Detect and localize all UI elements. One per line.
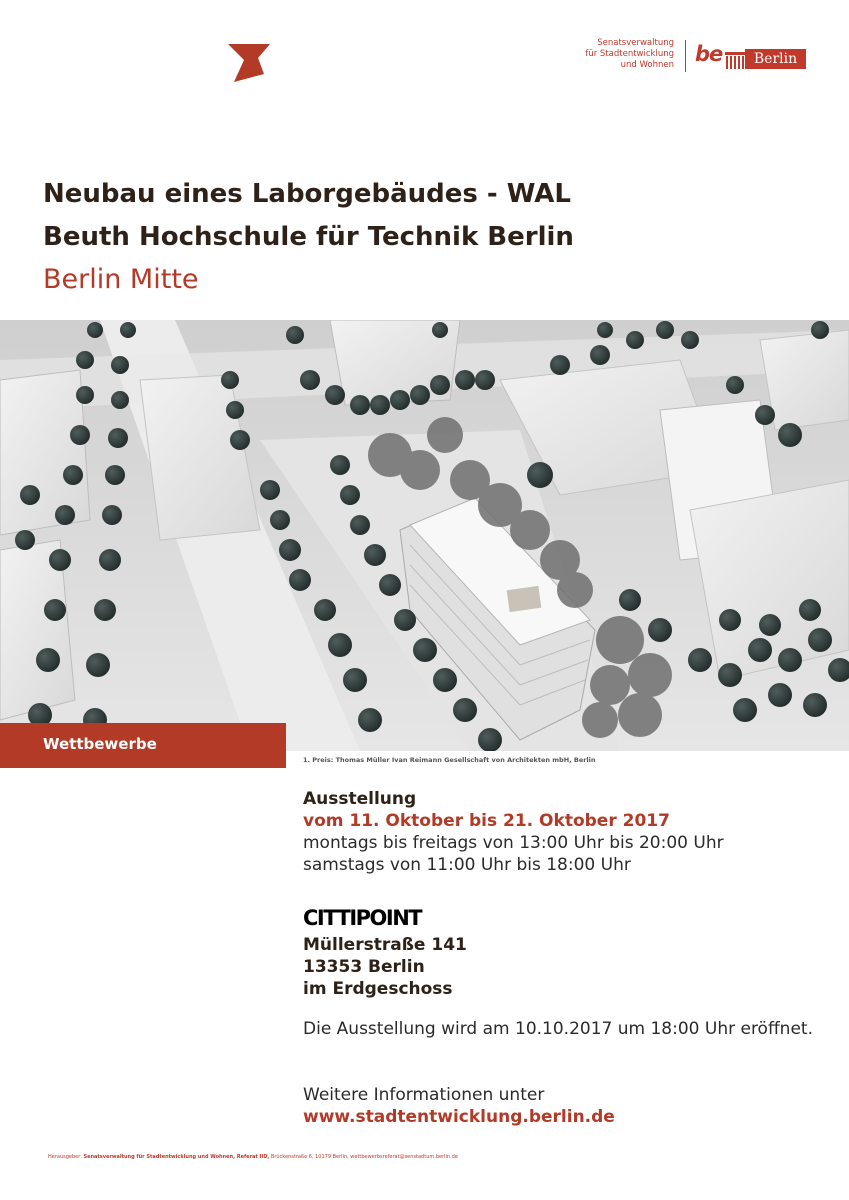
venue-address xyxy=(303,934,467,1000)
venue-street: Müllerstraße 141 xyxy=(303,935,467,955)
berlin-logo-box: Berlin xyxy=(745,49,806,69)
sen-line-3: und Wohnen xyxy=(620,60,674,70)
publisher-footer xyxy=(48,1154,458,1160)
be-berlin-logo xyxy=(695,44,807,74)
hours-weekdays: montags bis freitags von 13:00 Uhr bis 20:00 Uhr xyxy=(303,833,724,853)
more-info-label: Weitere Informationen unter xyxy=(303,1085,545,1105)
senatsverwaltung-text xyxy=(560,38,674,71)
sen-line-1: Senatsverwaltung xyxy=(597,38,674,48)
venue-city: 13353 Berlin xyxy=(303,957,425,977)
competition-badge xyxy=(0,723,286,768)
logo-divider xyxy=(685,40,686,72)
title-line-1: Neubau eines Laborgebäudes - WAL xyxy=(43,179,571,209)
architecture-model-photo xyxy=(0,320,849,751)
footer-address: Brückenstraße 6, 10179 Berlin, wettbewerbsreferat@senstadtum.berlin.de xyxy=(270,1154,458,1160)
exhibition-dates: vom 11. Oktober bis 21. Oktober 2017 xyxy=(303,811,670,831)
venue-logo xyxy=(303,907,421,929)
exhibition-heading: Ausstellung xyxy=(303,789,417,809)
exhibition-info xyxy=(303,788,823,876)
sen-line-2: für Stadtentwicklung xyxy=(585,49,674,59)
more-info-link[interactable]: www.stadtentwicklung.berlin.de xyxy=(303,1107,615,1127)
more-info xyxy=(303,1084,615,1128)
cittipoint-logo: CITTIPOINT xyxy=(303,906,422,930)
title-location: Berlin Mitte xyxy=(43,264,199,295)
brandenburg-gate-icon xyxy=(725,52,745,70)
be-logo-text: be xyxy=(695,42,723,66)
title-line-2: Beuth Hochschule für Technik Berlin xyxy=(43,222,574,252)
competition-badge-label: Wettbewerbe xyxy=(43,735,157,753)
image-caption: 1. Preis: Thomas Müller Ivan Reimann Gesellschaft von Architekten mbH, Berlin xyxy=(303,756,596,764)
footer-prefix: Herausgeber: xyxy=(48,1154,82,1160)
venue-floor: im Erdgeschoss xyxy=(303,979,453,999)
poster-title xyxy=(43,173,823,301)
footer-publisher: Senatsverwaltung für Stadtentwicklung und Wohnen, Referat IID, xyxy=(83,1154,270,1160)
opening-note: Die Ausstellung wird am 10.10.2017 um 18:00 Uhr eröffnet. xyxy=(303,1019,813,1039)
speech-tail-icon xyxy=(228,44,270,82)
model-illustration xyxy=(0,320,849,751)
hours-saturday: samstags von 11:00 Uhr bis 18:00 Uhr xyxy=(303,855,631,875)
